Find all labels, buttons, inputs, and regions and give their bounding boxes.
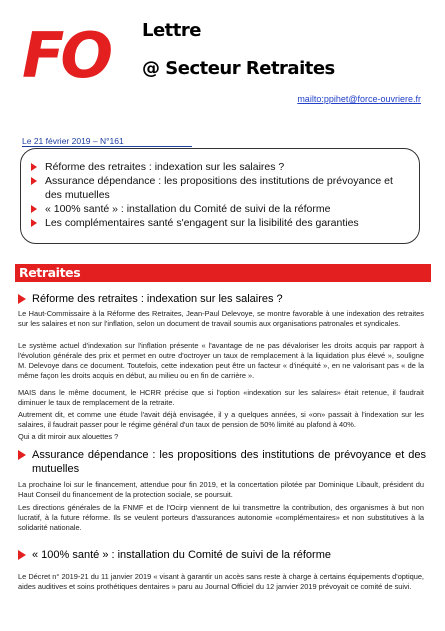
date-divider: [22, 146, 192, 147]
letter-title: Lettre: [142, 20, 201, 41]
letter-subtitle: @ Secteur Retraites: [142, 58, 335, 79]
summary-item: [29, 160, 405, 174]
summary-item: [29, 174, 405, 202]
article-heading-text: Réforme des retraites : indexation sur les salaires ?: [32, 293, 283, 305]
triangle-bullet-icon: [18, 294, 26, 304]
article-paragraph: Qui a dit miroir aux alouettes ?: [18, 432, 119, 441]
triangle-bullet-icon: [31, 177, 37, 185]
article-paragraph: La prochaine loi sur le financement, attendue pour fin 2019, et la concertation pilotée par Dominique Libault, président du Haut Conseil du financement de la protection sociale, se poursuit.: [18, 480, 424, 499]
summary-item-text: Assurance dépendance : les propositions des institutions de prévoyance et des mutuelles: [45, 175, 393, 201]
triangle-bullet-icon: [31, 205, 37, 213]
article-paragraph: Le Décret n° 2019-21 du 11 janvier 2019 « visant à garantir un accès sans reste à charge à certains équipements d'optique, aides auditives et soins prothétiques dentaires » paru au Journal Officiel du 12 janvier 2019 prévoyait ce comité de suivi.: [18, 572, 424, 591]
summary-item-text: « 100% santé » : installation du Comité de suivi de la réforme: [45, 203, 331, 215]
article-heading-text: Assurance dépendance : les propositions des institutions de prévoyance et des mutuelles: [32, 449, 426, 475]
triangle-bullet-icon: [18, 550, 26, 560]
article-paragraph: Autrement dit, et comme une étude l'avait déjà envisagée, il y a quelques années, si «on» passait à l'indexation sur les salaires, il faudrait passer pour le régime général d'un taux de pension de 50% limité au plafond à 40%.: [18, 410, 424, 429]
article-heading: [18, 292, 283, 306]
summary-item-text: Les complémentaires santé s'engagent sur la lisibilité des garanties: [45, 217, 359, 229]
article-heading: [18, 548, 331, 562]
triangle-bullet-icon: [18, 450, 26, 460]
contact-mail-link[interactable]: mailto:ppihet@force-ouvriere.fr: [297, 94, 421, 104]
article-paragraph: Les directions générales de la FNMF et de l'Ocirp viennent de lui transmettre la contribution, des organismes à but non lucratif, à la future réforme. Ils se veulent porteurs d'assurances autonomie «complémentaires» et non substitutives à la solidarité nationale.: [18, 503, 424, 532]
triangle-bullet-icon: [31, 163, 37, 171]
article-paragraph: Le Haut-Commissaire à la Réforme des Retraites, Jean-Paul Delevoye, se montre favorable à une indexation des retraites sur les salaires et non sur l'inflation, selon un document de travail soumis aux organisations patronales et syndicales.: [18, 309, 424, 328]
section-title: Retraites: [19, 265, 81, 280]
section-banner: [15, 264, 431, 282]
summary-item: [29, 216, 405, 230]
summary-item: [29, 202, 405, 216]
issue-date-line: Le 21 février 2019 – N°161: [22, 136, 124, 146]
article-heading-text: « 100% santé » : installation du Comité de suivi de la réforme: [32, 549, 331, 561]
fo-logo: FO: [22, 19, 110, 92]
summary-item-text: Réforme des retraites : indexation sur les salaires ?: [45, 161, 285, 173]
article-paragraph: Le système actuel d'indexation sur l'inflation présente « l'avantage de ne pas dévaloriser les droits acquis par rapport à l'évolution générale des prix et permet en outre d'octroyer un taux de remplacement à la liquidation plus élevé », souligne M. Delevoye dans ce document. Toutefois, cette indexation peut être un facteur « d'inéquité », en ne valorisant pas « de la même façon les droits acquis en début, au milieu ou en fin de carrière ».: [18, 341, 424, 380]
article-paragraph: MAIS dans le même document, le HCRR précise que si l'option «indexation sur les salaires» était retenue, il faudrait diminuer le taux de remplacement de la retraite.: [18, 388, 424, 407]
article-heading: [18, 448, 426, 476]
summary-box: [20, 148, 420, 244]
triangle-bullet-icon: [31, 219, 37, 227]
